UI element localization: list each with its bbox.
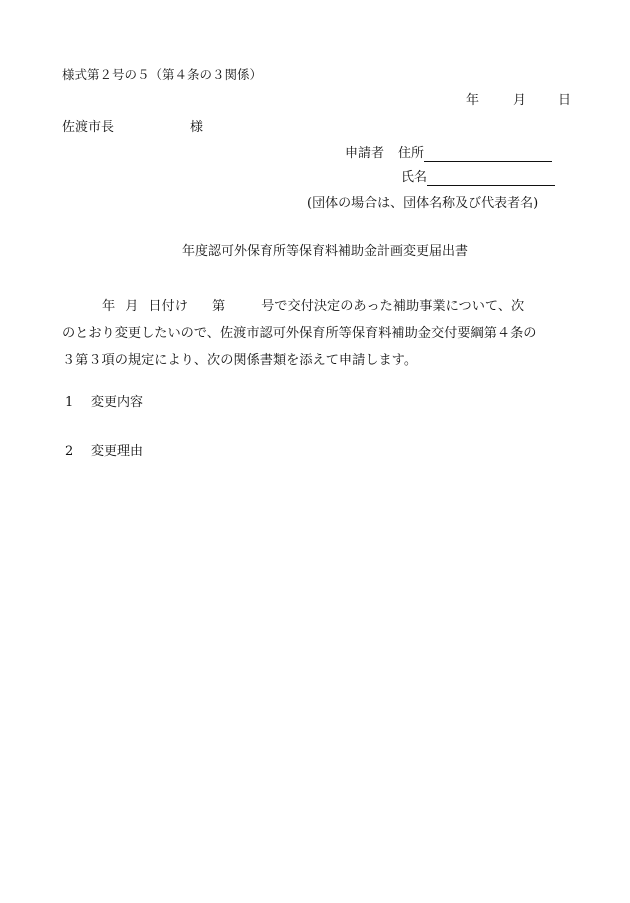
name-blank-line[interactable] <box>427 172 555 186</box>
item-number: 1 <box>65 395 74 410</box>
item-label: 変更内容 <box>91 395 144 410</box>
item-number: 2 <box>65 444 74 459</box>
addressee-name: 佐渡市長 <box>62 120 115 135</box>
date-month-label: 月 <box>513 93 527 108</box>
body-line-1 <box>62 293 582 320</box>
addressee-honorific: 様 <box>190 120 204 135</box>
form-number: 様式第２号の５（第４条の３関係） <box>62 67 263 82</box>
date-day-label: 日 <box>558 93 572 108</box>
item-change-reason <box>65 444 143 460</box>
body-line-2: のとおり変更したいので、佐渡市認可外保育所等保育料補助金交付要綱第４条の <box>62 326 537 341</box>
body-paragraph <box>62 293 582 374</box>
date-year-label: 年 <box>466 93 480 108</box>
body-line-3: ３第３項の規定により、次の関係書類を添えて申請します。 <box>62 353 418 368</box>
body-dai-label: 第 <box>211 299 226 314</box>
address-blank-line[interactable] <box>424 148 552 162</box>
applicant-label: 申請者 <box>345 146 385 161</box>
address-label: 住所 <box>398 146 425 161</box>
body-month-label: 月 <box>125 299 139 314</box>
item-change-content <box>65 395 143 411</box>
date-line <box>466 93 571 109</box>
body-day-label: 日付け <box>148 299 188 314</box>
body-line-1-rest: 号で交付決定のあった補助事業について、次 <box>261 299 525 314</box>
item-label: 変更理由 <box>91 444 144 459</box>
name-label: 氏名 <box>401 170 428 185</box>
applicant-name-row <box>401 170 555 186</box>
body-year-label: 年 <box>102 299 116 314</box>
organization-note: (団体の場合は、団体名称及び代表者名) <box>307 196 539 211</box>
document-title: 年度認可外保育所等保育料補助金計画変更届出書 <box>181 244 468 259</box>
addressee <box>62 120 203 136</box>
applicant-address-row <box>345 146 552 162</box>
